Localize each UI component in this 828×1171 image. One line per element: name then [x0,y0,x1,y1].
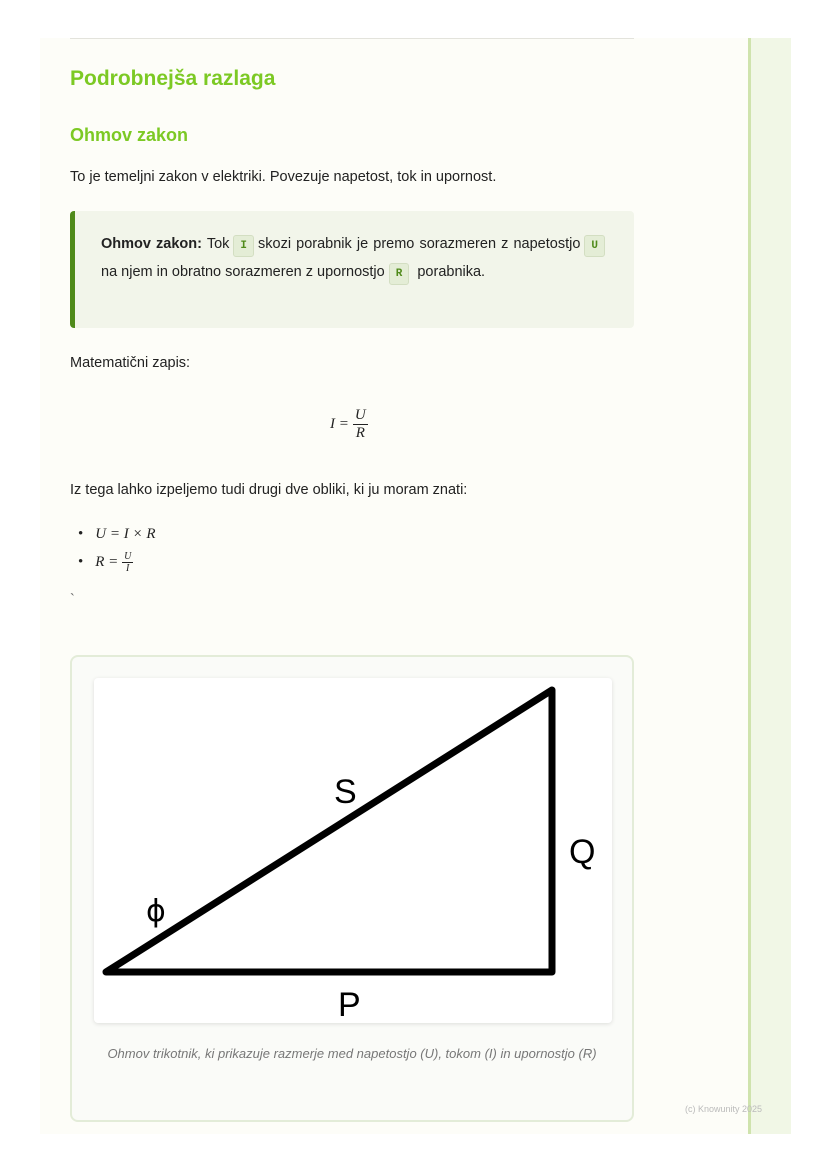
callout-text: porabnika. [417,264,486,280]
formula-lhs: • R = [95,553,119,570]
intro-text: To je temeljni zakon v elektriki. Povezuje napetost, tok in upornost. [70,169,497,185]
code-r: R [389,263,410,285]
triangle-shape [106,690,552,972]
triangle-diagram [94,678,612,1023]
code-i: I [233,235,254,257]
formula-den: I [126,562,130,574]
callout-text: skozi porabnik je premo sorazmeren z napetostjo [258,236,581,252]
math-label: Matematični zapis: [70,355,191,371]
subsection-heading: Ohmov zakon [70,125,189,145]
callout-text: Tok [206,236,230,252]
side-strip [748,38,791,1134]
figure-caption: Ohmov trikotnik, ki prikazuje razmerje med napetostjo (U), tokom (I) in upornostjo (R) [107,1046,597,1061]
formula-lhs: I = [330,416,349,432]
label-s: S [334,773,357,811]
formula-num: U [354,407,366,423]
definition-callout [70,211,634,328]
code-u: U [584,235,605,257]
label-phi: ϕ [146,894,166,929]
main-formula [330,407,368,442]
callout-title: Ohmov zakon: [101,236,202,252]
formula-list [78,520,156,576]
section-heading: Podrobnejša razlaga [70,67,276,90]
list-item [78,548,156,576]
label-p: P [338,986,361,1023]
label-q: Q [569,833,596,871]
formula-den: R [355,425,365,441]
ohm-triangle-image [94,678,612,1023]
list-item [78,520,156,548]
figure [70,655,634,1122]
copyright: (c) Knowunity 2025 [685,1104,763,1114]
formula-text: • U = I × R [95,525,156,542]
callout-text: na njem in obratno sorazmeren z upornostjo [101,264,385,280]
derive-text: Iz tega lahko izpeljemo tudi drugi dve obliki, ki ju moram znati: [70,482,468,498]
stray-char: ` [70,592,75,608]
formula-num: U [124,550,132,562]
divider [70,38,634,39]
